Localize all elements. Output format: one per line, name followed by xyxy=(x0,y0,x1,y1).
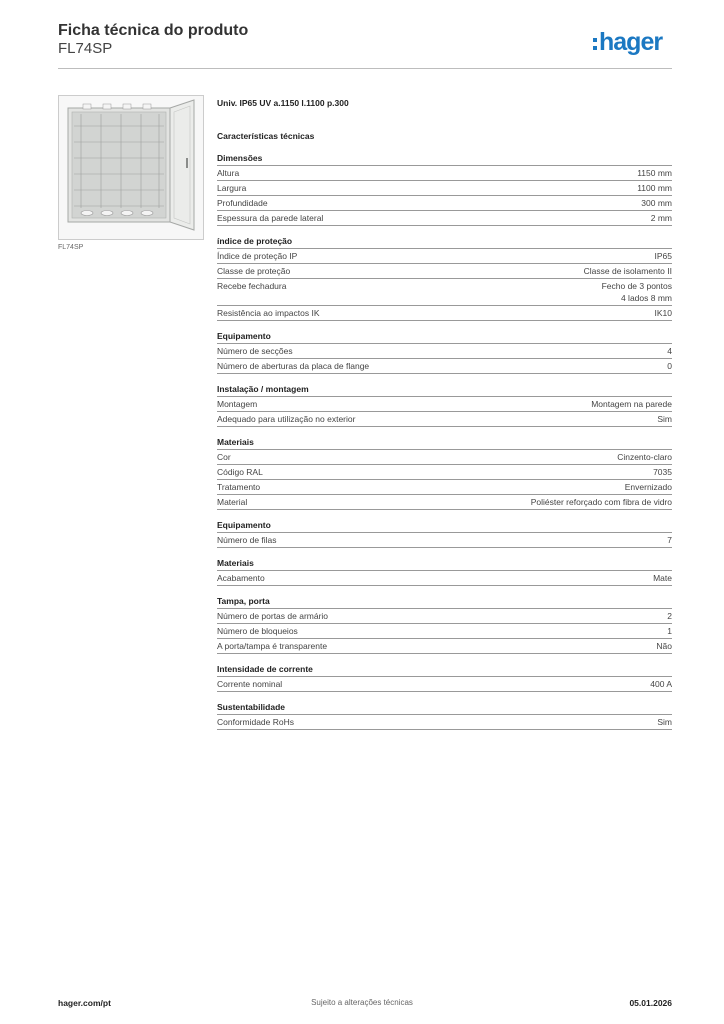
spec-label: Número de filas xyxy=(217,535,277,545)
spec-row xyxy=(217,359,672,374)
spec-value: 1150 mm xyxy=(637,168,672,178)
spec-row xyxy=(217,639,672,654)
spec-section xyxy=(217,595,672,654)
spec-value: Cinzento-claro xyxy=(617,452,672,462)
spec-row xyxy=(217,279,672,306)
spec-row xyxy=(217,264,672,279)
spec-label: Largura xyxy=(217,183,247,193)
spec-label: A porta/tampa é transparente xyxy=(217,641,328,651)
spec-label: Recebe fechadura xyxy=(217,281,287,291)
spec-row xyxy=(217,533,672,548)
spec-label: Altura xyxy=(217,168,240,178)
document-title: Ficha técnica do produto xyxy=(58,22,249,39)
spec-row xyxy=(217,412,672,427)
spec-value: Envernizado xyxy=(624,482,672,492)
logo-dots-icon xyxy=(593,38,597,50)
spec-value: 2 xyxy=(667,611,672,621)
spec-sections xyxy=(217,152,672,730)
spec-label: Número de secções xyxy=(217,346,293,356)
spec-value: 7035 xyxy=(653,467,672,477)
spec-row xyxy=(217,397,672,412)
spec-label: Acabamento xyxy=(217,573,265,583)
spec-row xyxy=(217,624,672,639)
spec-value: 4 xyxy=(667,346,672,356)
spec-row xyxy=(217,571,672,586)
section-title: Sustentabilidade xyxy=(217,701,672,715)
section-title: Materiais xyxy=(217,436,672,450)
spec-row xyxy=(217,480,672,495)
product-name: Univ. IP65 UV a.1150 l.1100 p.300 xyxy=(217,98,349,108)
footer-website[interactable]: hager.com/pt xyxy=(58,998,111,1008)
spec-label: Código RAL xyxy=(217,467,263,477)
spec-label: Espessura da parede lateral xyxy=(217,213,324,223)
spec-value: 1100 mm xyxy=(637,183,672,193)
logo-wordmark: hager xyxy=(599,27,663,56)
spec-value: 7 xyxy=(667,535,672,545)
product-photo xyxy=(58,95,204,240)
spec-row xyxy=(217,465,672,480)
spec-label: Adequado para utilização no exterior xyxy=(217,414,356,424)
spec-value: IK10 xyxy=(654,308,672,318)
spec-value: 400 A xyxy=(650,679,672,689)
hager-logo xyxy=(593,26,662,58)
spec-value: Poliéster reforçado com fibra de vidro xyxy=(530,497,672,507)
spec-section xyxy=(217,663,672,692)
spec-label: Conformidade RoHs xyxy=(217,717,295,727)
spec-label: Corrente nominal xyxy=(217,679,283,689)
spec-row xyxy=(217,495,672,510)
spec-row xyxy=(217,306,672,321)
cabinet-image xyxy=(59,96,203,239)
spec-content xyxy=(217,96,672,739)
spec-value: Mate xyxy=(653,573,672,583)
spec-section xyxy=(217,235,672,321)
spec-value: IP65 xyxy=(654,251,672,261)
spec-value: Sim xyxy=(657,717,672,727)
spec-row xyxy=(217,344,672,359)
spec-row xyxy=(217,166,672,181)
spec-label: Índice de proteção IP xyxy=(217,251,298,261)
spec-label: Profundidade xyxy=(217,198,268,208)
section-title: Equipamento xyxy=(217,330,672,344)
spec-row xyxy=(217,609,672,624)
spec-section xyxy=(217,701,672,730)
section-title: índice de proteção xyxy=(217,235,672,249)
spec-row xyxy=(217,181,672,196)
section-title: Dimensões xyxy=(217,152,672,166)
spec-section xyxy=(217,383,672,427)
spec-label: Cor xyxy=(217,452,231,462)
spec-row xyxy=(217,211,672,226)
spec-label: Material xyxy=(217,497,248,507)
spec-row xyxy=(217,196,672,211)
spec-row xyxy=(217,450,672,465)
section-title: Instalação / montagem xyxy=(217,383,672,397)
spec-value: 1 xyxy=(667,626,672,636)
spec-section xyxy=(217,330,672,374)
spec-value: Não xyxy=(656,641,672,651)
spec-section xyxy=(217,519,672,548)
spec-label: Número de portas de armário xyxy=(217,611,329,621)
section-title: Materiais xyxy=(217,557,672,571)
footer-date: 05.01.2026 xyxy=(629,998,672,1008)
section-title: Tampa, porta xyxy=(217,595,672,609)
spec-value: 2 mm xyxy=(650,213,672,223)
spec-row xyxy=(217,677,672,692)
spec-section xyxy=(217,557,672,586)
product-code: FL74SP xyxy=(58,40,113,57)
spec-value: Fecho de 3 pontos 4 lados 8 mm xyxy=(601,281,672,303)
spec-value: 0 xyxy=(667,361,672,371)
spec-label: Número de bloqueios xyxy=(217,626,298,636)
spec-value: Classe de isolamento II xyxy=(583,266,672,276)
characteristics-title: Características técnicas xyxy=(217,131,315,141)
spec-section xyxy=(217,152,672,226)
spec-row xyxy=(217,249,672,264)
spec-section xyxy=(217,436,672,510)
footer-notice: Sujeito a alterações técnicas xyxy=(311,998,413,1007)
header-divider xyxy=(58,68,672,69)
spec-label: Resistência ao impactos IK xyxy=(217,308,320,318)
section-title: Intensidade de corrente xyxy=(217,663,672,677)
photo-caption: FL74SP xyxy=(58,244,84,251)
spec-value: Sim xyxy=(657,414,672,424)
section-title: Equipamento xyxy=(217,519,672,533)
spec-label: Número de aberturas da placa de flange xyxy=(217,361,370,371)
spec-row xyxy=(217,715,672,730)
spec-label: Montagem xyxy=(217,399,258,409)
spec-value: Montagem na parede xyxy=(591,399,672,409)
spec-label: Classe de proteção xyxy=(217,266,291,276)
spec-label: Tratamento xyxy=(217,482,261,492)
spec-value: 300 mm xyxy=(641,198,672,208)
